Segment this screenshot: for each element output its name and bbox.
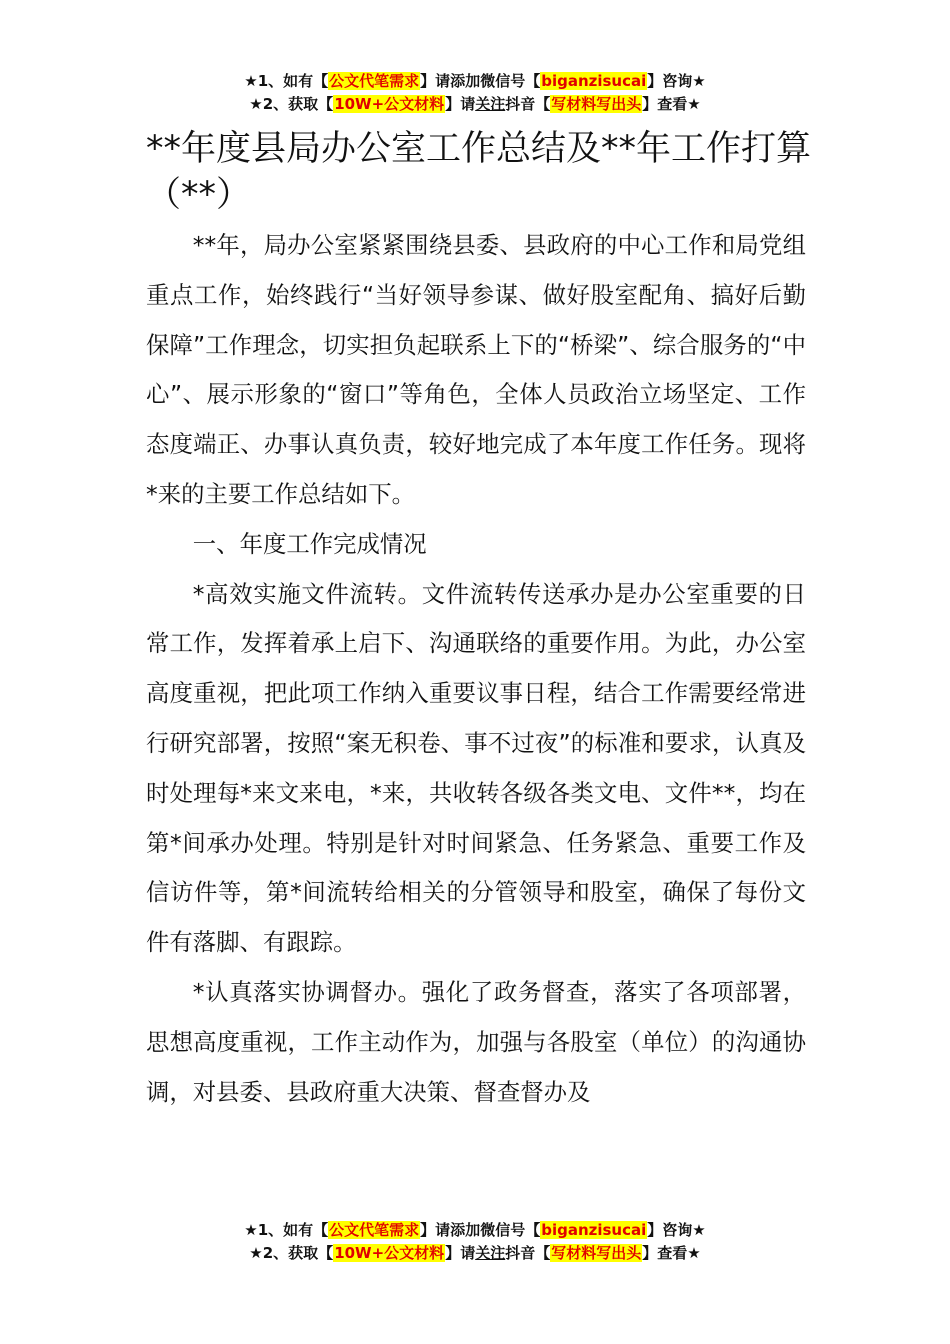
promo-text-emphasis: 加 xyxy=(465,72,481,90)
promo-text-emphasis: 加 xyxy=(465,1221,481,1239)
promo-highlight: 10W+公文材料 xyxy=(334,95,445,113)
promo-highlight-wechat-id: biganzisucai xyxy=(541,1221,647,1239)
promo-highlight-douyin: 写材料写出头 xyxy=(551,1244,642,1262)
promo-text: ★1、如有【 xyxy=(244,1221,329,1239)
promo-text: 抖音【 xyxy=(505,1244,551,1262)
promo-text: ★1、如有【 xyxy=(244,72,329,90)
body-paragraph: *高效实施文件流转。文件流转传送承办是办公室重要的日常工作，发挥着承上启下、沟通联络的重要作用。为此，办公室高度重视，把此项工作纳入重要议事日程，结合工作需要经常进行研究部署，按照“案无积卷、事不过夜”的标准和要求，认真及时处理每*来文来电，*来，共收转各级各类文电、文件**，均在第*间承办处理。特别是针对时间紧急、任务紧急、重要工作及信访件等，第*间流转给相关的分管领导和股室，确保了每份文件有落脚、有跟踪。 xyxy=(146,579,806,957)
promo-line-2 xyxy=(0,93,950,116)
promo-text: ★2、获取【 xyxy=(249,95,334,113)
body-paragraph: **年，局办公室紧紧围绕县委、县政府的中心工作和局党组重点工作，始终践行“当好领导参谋、做好股室配角、搞好后勤保障”工作理念，切实担负起联系上下的“桥梁”、综合服务的“中心”、展示形象的“窗口”等角色，全体人员政治立场坚定、工作态度端正、办事认真负责，较好地完成了本年度工作任务。现将*来的主要工作总结如下。 xyxy=(146,231,806,508)
promo-text-underlined: 关注 xyxy=(475,95,506,113)
promo-text-underlined: 关注 xyxy=(475,1244,506,1262)
promo-text: 】咨询★ xyxy=(647,1221,706,1239)
promo-text: 微信号【 xyxy=(480,72,541,90)
promo-text: 微信号【 xyxy=(480,1221,541,1239)
document-title: **年度县局办公室工作总结及**年工作打算（**） xyxy=(146,129,812,215)
promo-text: 抖音【 xyxy=(505,95,551,113)
promo-line-1 xyxy=(0,1219,950,1242)
promo-highlight: 公文代笔需求 xyxy=(329,72,420,90)
promo-text: ★2、获取【 xyxy=(249,1244,334,1262)
bottom-promo-banner xyxy=(0,1219,950,1265)
promo-highlight: 10W+公文材料 xyxy=(334,1244,445,1262)
promo-highlight-douyin: 写材料写出头 xyxy=(551,95,642,113)
document-body xyxy=(146,221,806,1117)
promo-text: 】请 xyxy=(445,95,476,113)
promo-text: 】请 xyxy=(445,1244,476,1262)
promo-text: 】请添 xyxy=(420,72,466,90)
promo-text: 】请添 xyxy=(420,1221,466,1239)
promo-highlight-wechat-id: biganzisucai xyxy=(541,72,647,90)
section-heading: 一、年度工作完成情况 xyxy=(192,529,427,558)
promo-text: 】咨询★ xyxy=(647,72,706,90)
promo-line-1 xyxy=(0,70,950,93)
promo-line-2 xyxy=(0,1242,950,1265)
promo-text: 】查看★ xyxy=(642,1244,701,1262)
promo-highlight: 公文代笔需求 xyxy=(329,1221,420,1239)
promo-text: 】查看★ xyxy=(642,95,701,113)
body-paragraph: *认真落实协调督办。强化了政务督查，落实了各项部署，思想高度重视，工作主动作为，加强与各股室（单位）的沟通协调，对县委、县政府重大决策、督查督办及 xyxy=(146,977,806,1106)
top-promo-banner xyxy=(0,70,950,116)
